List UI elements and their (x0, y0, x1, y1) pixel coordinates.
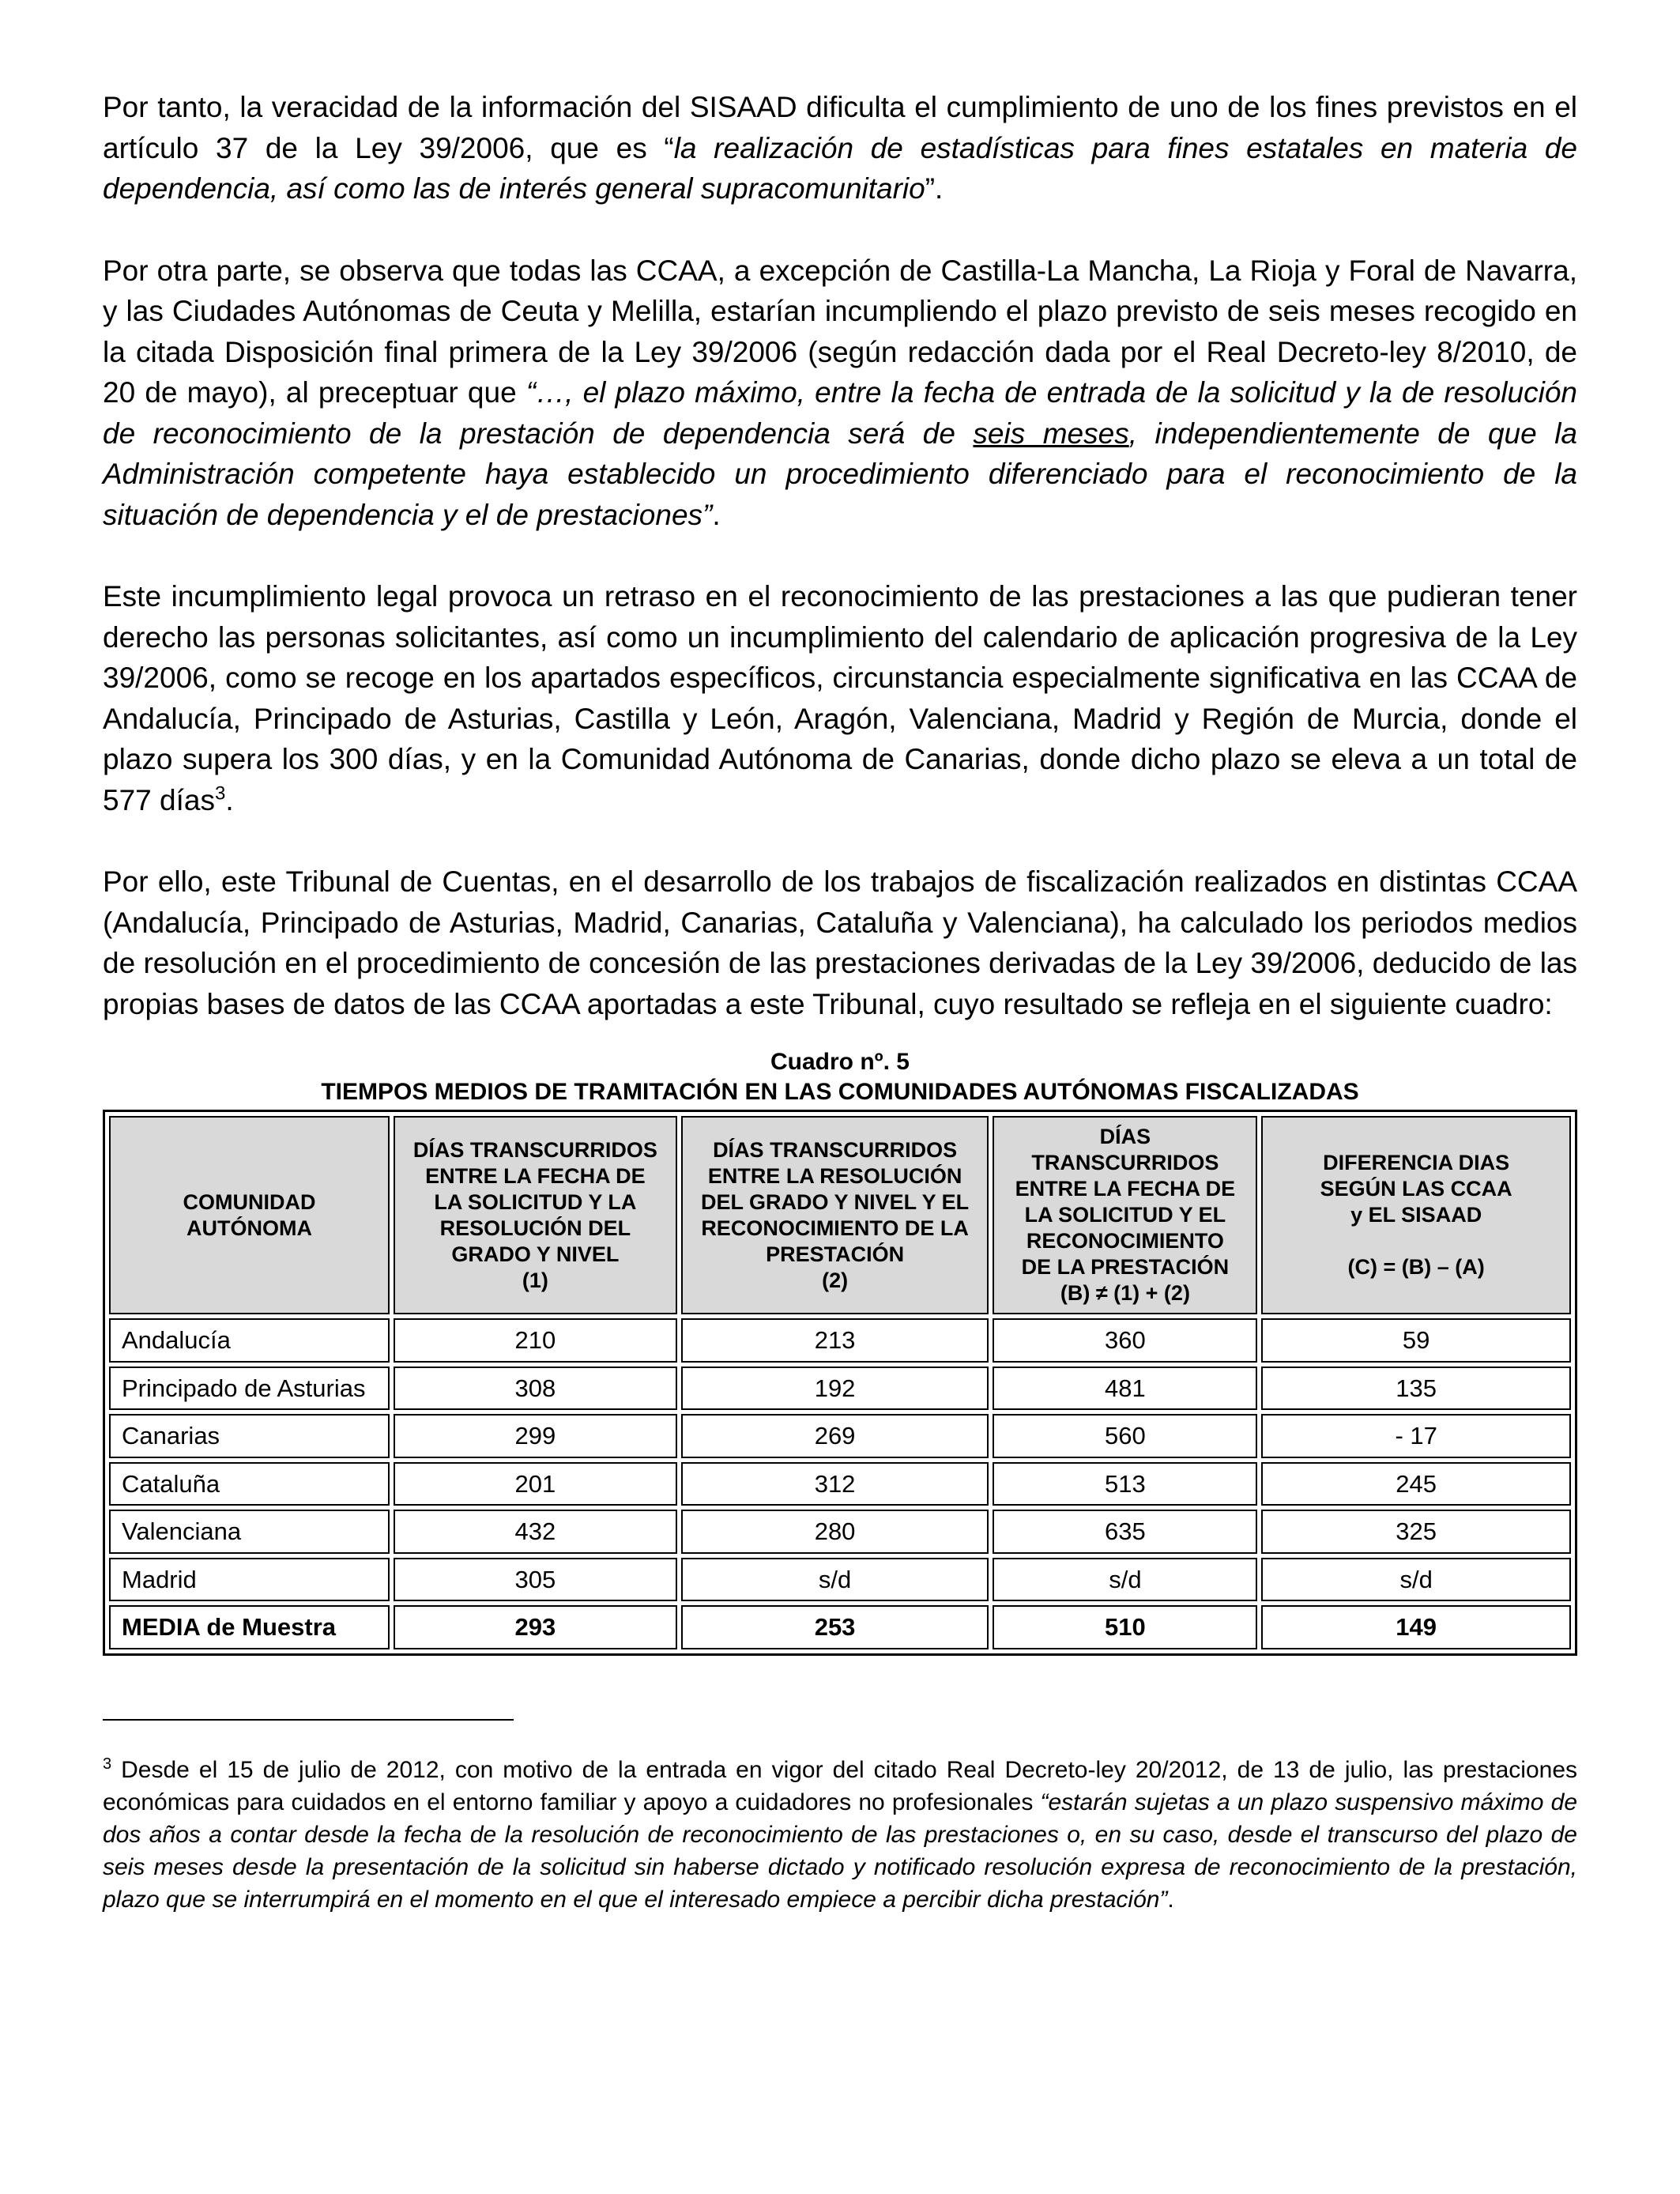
table-container (103, 1110, 1577, 1656)
header-line (1268, 1228, 1565, 1254)
header-diferencia-dias (1261, 1116, 1571, 1314)
paragraph-2: Por otra parte, se observa que todas las CCAA, a excepción de Castilla-La Mancha, La Rioja y Foral de Navarra, y las Ciudades Autónomas de Ceuta y Melilla, estarían incumpliendo el plazo previsto de seis meses recogido en la citada Disposición final primera de la Ley 39/2006 (según redacción dada por el Real Decreto-ley 8/2010, de 20 de mayo), al preceptuar que “…, el plazo máximo, entre la fecha de entrada de la solicitud y la de resolución de reconocimiento de la prestación de dependencia será de seis meses, independientemente de que la Administración competente haya establecido un procedimiento diferenciado para el reconocimiento de la situación de dependencia y el de prestaciones”. (103, 254, 1577, 531)
header-line: PRESTACIÓN (766, 1242, 905, 1266)
total-value: 293 (394, 1605, 677, 1649)
total-label: MEDIA de Muestra (109, 1605, 390, 1649)
header-line: (C) = (B) – (A) (1347, 1255, 1485, 1279)
table-caption-title: TIEMPOS MEDIOS DE TRAMITACIÓN EN LAS COMUNIDADES AUTÓNOMAS FISCALIZADAS (321, 1079, 1359, 1105)
footnote-divider (103, 1719, 514, 1721)
footnote-ref[interactable]: 3 (214, 782, 226, 805)
cell-value: 513 (993, 1462, 1257, 1506)
header-comunidad (109, 1116, 390, 1314)
table-row (109, 1510, 1571, 1554)
header-line: RECONOCIMIENTO (1026, 1229, 1224, 1253)
cell-value: 325 (1261, 1510, 1571, 1554)
table-row (109, 1318, 1571, 1363)
footnote-3: $^3$ Desde el 15 de julio de 2012, con motivo de la entrada en vigor del citado Real Decreto-ley 20/2012, de 13 de julio, las prestaciones económicas para cuidados en el entorno familiar y apoyo a cuidadores no profesionales “estarán sujetas a un plazo suspensivo máximo de dos años a contar desde la fecha de la resolución de reconocimiento de las prestaciones o, en su caso, desde el transcurso del plazo de seis meses desde la presentación de la solicitud sin haberse dictado y notificado resolución expresa de reconocimiento de la prestación, plazo que se interrumpirá en el momento en el que el interesado empiece a percibir dicha prestación”. (103, 1755, 1577, 1913)
header-line: y EL SISAAD (1350, 1203, 1482, 1227)
row-region: Principado de Asturias (109, 1367, 390, 1411)
cell-value: 308 (394, 1367, 677, 1411)
header-line: (B) ≠ (1) + (2) (1060, 1281, 1190, 1305)
cell-value: 210 (394, 1318, 677, 1363)
cell-value: 280 (681, 1510, 989, 1554)
footnote-number: 3 (103, 1755, 112, 1773)
cell-value: 269 (681, 1414, 989, 1458)
table-total-row (109, 1605, 1571, 1649)
cell-value: 305 (394, 1558, 677, 1602)
header-line: LA SOLICITUD Y LA (434, 1189, 637, 1214)
header-line: (2) (822, 1268, 849, 1292)
cell-value: 135 (1261, 1367, 1571, 1411)
cell-value: 201 (394, 1462, 677, 1506)
processing-times-table (103, 1110, 1577, 1656)
document-page (103, 87, 1577, 1940)
header-line: TRANSCURRIDOS (1031, 1151, 1219, 1174)
header-line: LA SOLICITUD Y EL (1024, 1203, 1226, 1227)
header-line: COMUNIDAD (183, 1189, 316, 1214)
paragraph-3: Este incumplimiento legal provoca un retraso en el reconocimiento de las prestaciones a las que pudieran tener derecho las personas solicitantes, así como un incumplimiento del calendario de aplicación progresiva de la Ley 39/2006, como se recoge en los apartados específicos, circunstancia especialmente significativa en las CCAA de Andalucía, Principado de Asturias, Castilla y León, Aragón, Valenciana, Madrid y Región de Murcia, donde el plazo supera los 300 días, y en la Comunidad Autónoma de Canarias, donde dicho plazo se eleva a un total de 577 días$^3$. (103, 580, 1577, 816)
header-line: SEGÚN LAS CCAA (1320, 1177, 1512, 1201)
cell-value: 635 (993, 1510, 1257, 1554)
header-line: DÍAS (1099, 1125, 1151, 1148)
header-line: ENTRE LA FECHA DE (425, 1163, 646, 1188)
table-header-row (109, 1116, 1571, 1314)
table-caption-number: Cuadro nº. 5 (770, 1049, 910, 1075)
header-line: (1) (522, 1268, 548, 1292)
cell-value: 312 (681, 1462, 989, 1506)
table-row (109, 1367, 1571, 1411)
cell-value: 299 (394, 1414, 677, 1458)
header-line: DÍAS TRANSCURRIDOS (713, 1137, 958, 1162)
cell-value: 432 (394, 1510, 677, 1554)
paragraph-1: Por tanto, la veracidad de la información del SISAAD dificulta el cumplimiento de uno de los fines previstos en el artículo 37 de la Ley 39/2006, que es “la realización de estadísticas para fines estatales en materia de dependencia, así como las de interés general supracomunitario”. (103, 91, 1577, 205)
header-line: ENTRE LA FECHA DE (1015, 1177, 1236, 1201)
cell-value: 213 (681, 1318, 989, 1363)
header-line: DE LA PRESTACIÓN (1021, 1255, 1230, 1279)
table-row (109, 1558, 1571, 1602)
row-region: Valenciana (109, 1510, 390, 1554)
cell-value: 59 (1261, 1318, 1571, 1363)
row-region: Canarias (109, 1414, 390, 1458)
header-line: RESOLUCIÓN DEL (439, 1216, 631, 1240)
row-region: Madrid (109, 1558, 390, 1602)
underlined-phrase: seis meses (973, 417, 1129, 450)
cell-value: 360 (993, 1318, 1257, 1363)
header-line: DEL GRADO Y NIVEL Y EL (701, 1189, 970, 1214)
cell-value: 192 (681, 1367, 989, 1411)
total-value: 253 (681, 1605, 989, 1649)
cell-value: s/d (1261, 1558, 1571, 1602)
header-line: AUTÓNOMA (186, 1216, 312, 1240)
header-line: RECONOCIMIENTO DE LA (701, 1216, 969, 1240)
row-region: Cataluña (109, 1462, 390, 1506)
header-line: DÍAS TRANSCURRIDOS (412, 1137, 657, 1162)
total-value: 149 (1261, 1605, 1571, 1649)
paragraph-4: Por ello, este Tribunal de Cuentas, en el desarrollo de los trabajos de fiscalización realizados en distintas CCAA (Andalucía, Principado de Asturias, Madrid, Canarias, Cataluña y Valenciana), ha calculado los periodos medios de resolución en el procedimiento de concesión de las prestaciones derivadas de la Ley 39/2006, deducido de las propias bases de datos de las CCAA aportadas a este Tribunal, cuyo resultado se refleja en el siguiente cuadro: (103, 865, 1577, 1020)
header-line: DIFERENCIA DIAS (1323, 1151, 1510, 1174)
cell-value: - 17 (1261, 1414, 1571, 1458)
header-line: ENTRE LA RESOLUCIÓN (707, 1163, 962, 1188)
cell-value: s/d (993, 1558, 1257, 1602)
cell-value: s/d (681, 1558, 989, 1602)
total-value: 510 (993, 1605, 1257, 1649)
row-region: Andalucía (109, 1318, 390, 1363)
table-row (109, 1462, 1571, 1506)
header-dias-resolucion-reconocimiento (681, 1116, 989, 1314)
header-dias-solicitud-resolucion (394, 1116, 677, 1314)
cell-value: 481 (993, 1367, 1257, 1411)
cell-value: 560 (993, 1414, 1257, 1458)
table-row (109, 1414, 1571, 1458)
header-line: GRADO Y NIVEL (451, 1242, 620, 1266)
cell-value: 245 (1261, 1462, 1571, 1506)
header-dias-solicitud-reconocimiento (993, 1116, 1257, 1314)
